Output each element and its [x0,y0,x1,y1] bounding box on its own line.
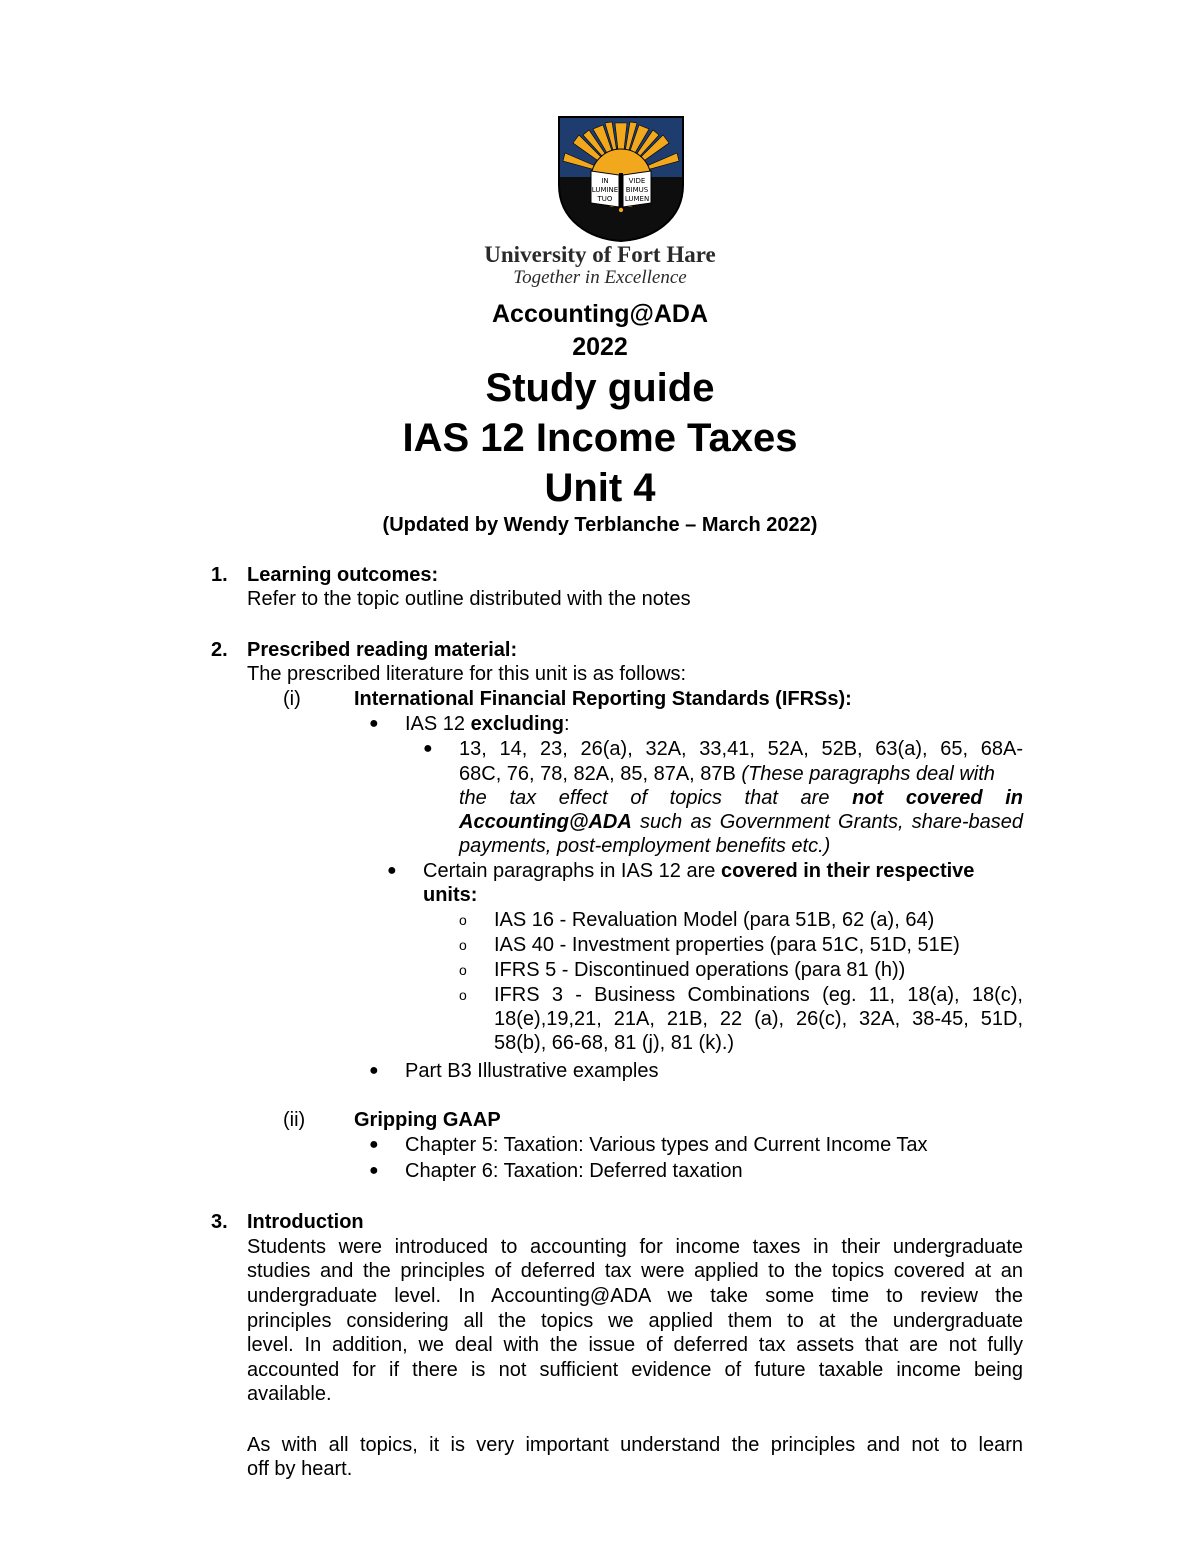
subsection-i-number: (i) [283,688,301,710]
bullet-icon: ● [423,740,433,757]
excluded-paras-line-4: Accounting@ADA such as Government Grants, share-based [459,811,1023,833]
crest-text-right-2: BIMUS [625,186,649,194]
intro-paragraph-line: level. In addition, we deal with the issue of deferred tax assets that are not fully [247,1334,1023,1356]
unit-item-continued: 18(e),19,21, 21A, 21B, 22 (a), 26(c), 32A, 38-45, 51D, [494,1008,1023,1030]
section-2-number: 2. [211,639,228,661]
intro-paragraph-line: accounted for if there is not sufficient evidence of future taxable income being [247,1359,1023,1381]
bullet-icon: ● [369,1136,379,1153]
crest-text-left-1: IN [601,177,609,185]
circle-bullet-icon: o [459,962,467,978]
certain-paragraphs-units: units: [423,884,478,906]
intro-paragraph-line: Students were introduced to accounting for income taxes in their undergraduate [247,1236,1023,1258]
ias12-excluding-line: IAS 12 excluding: [405,713,570,735]
university-motto: Together in Excellence [513,267,687,288]
unit-item: IAS 40 - Investment properties (para 51C, 51D, 51E) [494,934,960,956]
title-unit: Unit 4 [544,466,656,510]
excluded-paras-line-1: 13, 14, 23, 26(a), 32A, 33,41, 52A, 52B, 63(a), 65, 68A- [459,738,1023,760]
year: 2022 [572,333,628,361]
title-topic: IAS 12 Income Taxes [402,416,798,460]
university-name: University of Fort Hare [484,242,716,267]
subsection-ii-title: Gripping GAAP [354,1109,501,1131]
unit-item-continued: 58(b), 66-68, 81 (j), 81 (k).) [494,1032,735,1054]
crest-text-right-3: LUMEN [624,195,650,203]
updated-note: (Updated by Wendy Terblanche – March 2022) [382,514,818,536]
excluded-paras-line-5: payments, post-employment benefits etc.) [459,835,831,857]
crest-text-left-2: LUMINE [591,186,619,194]
crest-text-right-1: VIDE [628,177,646,185]
programme-title: Accounting@ADA [491,300,709,328]
intro-paragraph-line: available. [247,1383,332,1405]
bullet-icon: ● [369,715,379,732]
part-b3-item: Part B3 Illustrative examples [405,1060,659,1082]
intro-paragraph-line: studies and the principles of deferred tax were applied to the topics covered at an [247,1260,1023,1282]
subsection-ii-number: (ii) [283,1109,306,1131]
unit-item: IFRS 3 - Business Combinations (eg. 11, 18(a), 18(c), [494,984,1023,1006]
excluded-paras-line-2: 68C, 76, 78, 82A, 85, 87A, 87B (These paragraphs deal with [459,763,995,785]
section-3-heading: Introduction [247,1211,364,1233]
university-crest-logo [557,115,685,243]
section-1-heading: Learning outcomes: [247,564,439,586]
excluded-paras-line-3: the tax effect of topics that are not covered in [459,787,1023,809]
chapter-item: Chapter 5: Taxation: Various types and Current Income Tax [405,1134,928,1156]
circle-bullet-icon: o [459,987,467,1003]
certain-paragraphs-line: Certain paragraphs in IAS 12 are covered in their respective [423,860,975,882]
section-3-number: 3. [211,1211,228,1233]
section-2-heading: Prescribed reading material: [247,639,518,661]
unit-item: IAS 16 - Revaluation Model (para 51B, 62 (a), 64) [494,909,935,931]
circle-bullet-icon: o [459,912,467,928]
title-study-guide: Study guide [485,366,715,410]
subsection-i-title: International Financial Reporting Standards (IFRSs): [354,688,852,710]
intro-paragraph-line: undergraduate level. In Accounting@ADA we take some time to review the [247,1285,1023,1307]
section-2-intro: The prescribed literature for this unit is as follows: [247,663,687,685]
bullet-icon: ● [387,862,397,879]
intro-paragraph-2-line: off by heart. [247,1458,353,1480]
circle-bullet-icon: o [459,937,467,953]
chapter-item: Chapter 6: Taxation: Deferred taxation [405,1160,743,1182]
section-1-body: Refer to the topic outline distributed with the notes [247,588,691,610]
section-1-number: 1. [211,564,228,586]
crest-text-left-3: TUO [597,195,613,203]
bullet-icon: ● [369,1062,379,1079]
unit-item: IFRS 5 - Discontinued operations (para 81 (h)) [494,959,906,981]
intro-paragraph-2-line: As with all topics, it is very important understand the principles and not to learn [247,1434,1023,1456]
intro-paragraph-line: principles considering all the topics we applied them to at the undergraduate [247,1310,1023,1332]
bullet-icon: ● [369,1162,379,1179]
